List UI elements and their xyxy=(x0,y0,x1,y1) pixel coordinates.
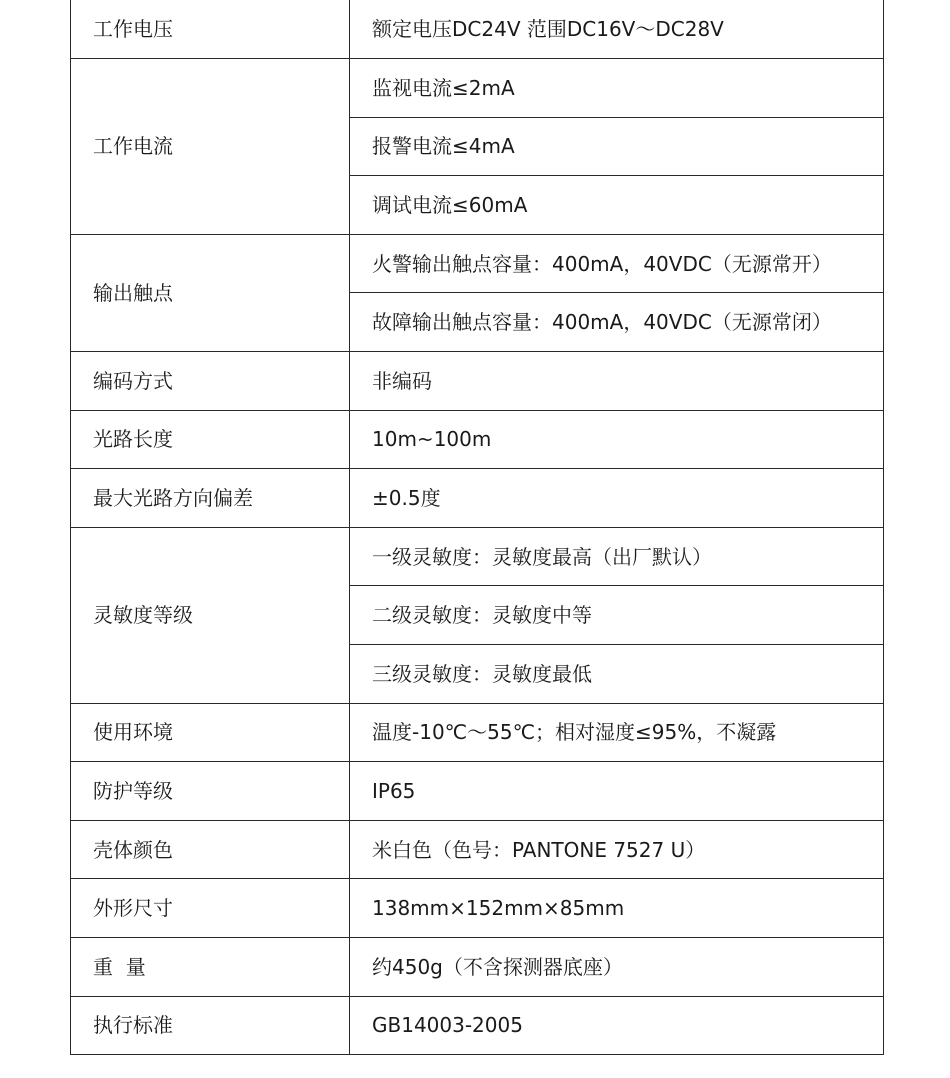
spec-value: GB14003-2005 xyxy=(350,996,884,1055)
spec-value: 10m~100m xyxy=(350,410,884,469)
spec-label: 壳体颜色 xyxy=(71,820,350,879)
table-row xyxy=(71,234,884,293)
spec-value: 温度-10℃～55℃；相对湿度≤95%，不凝露 xyxy=(350,703,884,762)
spec-value: 138mm×152mm×85mm xyxy=(350,879,884,938)
table-row xyxy=(71,59,884,118)
spec-label: 最大光路方向偏差 xyxy=(71,469,350,528)
spec-label: 灵敏度等级 xyxy=(71,527,350,703)
spec-table xyxy=(70,0,884,1055)
table-row xyxy=(71,762,884,821)
table-row xyxy=(71,410,884,469)
spec-label: 工作电流 xyxy=(71,59,350,235)
spec-value: ±0.5度 xyxy=(350,469,884,528)
spec-value: 监视电流≤2mA xyxy=(350,59,884,118)
table-row xyxy=(71,938,884,997)
table-row xyxy=(71,879,884,938)
spec-value: 额定电压DC24V 范围DC16V～DC28V xyxy=(350,0,884,59)
table-row xyxy=(71,0,884,59)
table-row xyxy=(71,703,884,762)
spec-value: 三级灵敏度：灵敏度最低 xyxy=(350,645,884,704)
spec-value: 二级灵敏度：灵敏度中等 xyxy=(350,586,884,645)
spec-value: 米白色（色号：PANTONE 7527 U） xyxy=(350,820,884,879)
spec-value: 一级灵敏度：灵敏度最高（出厂默认） xyxy=(350,527,884,586)
table-row xyxy=(71,996,884,1055)
spec-label: 外形尺寸 xyxy=(71,879,350,938)
spec-label: 工作电压 xyxy=(71,0,350,59)
spec-label: 重 量 xyxy=(71,938,350,997)
spec-value: 调试电流≤60mA xyxy=(350,176,884,235)
table-row xyxy=(71,352,884,411)
spec-label: 光路长度 xyxy=(71,410,350,469)
table-row xyxy=(71,527,884,586)
spec-value: 故障输出触点容量：400mA，40VDC（无源常闭） xyxy=(350,293,884,352)
spec-value: 火警输出触点容量：400mA，40VDC（无源常开） xyxy=(350,234,884,293)
spec-label: 执行标准 xyxy=(71,996,350,1055)
table-row xyxy=(71,469,884,528)
spec-label: 编码方式 xyxy=(71,352,350,411)
spec-label: 输出触点 xyxy=(71,234,350,351)
spec-label: 使用环境 xyxy=(71,703,350,762)
spec-value: 报警电流≤4mA xyxy=(350,117,884,176)
spec-label: 防护等级 xyxy=(71,762,350,821)
spec-value: 非编码 xyxy=(350,352,884,411)
table-row xyxy=(71,820,884,879)
spec-value: IP65 xyxy=(350,762,884,821)
spec-value: 约450g（不含探测器底座） xyxy=(350,938,884,997)
spec-table-body xyxy=(71,0,884,1055)
